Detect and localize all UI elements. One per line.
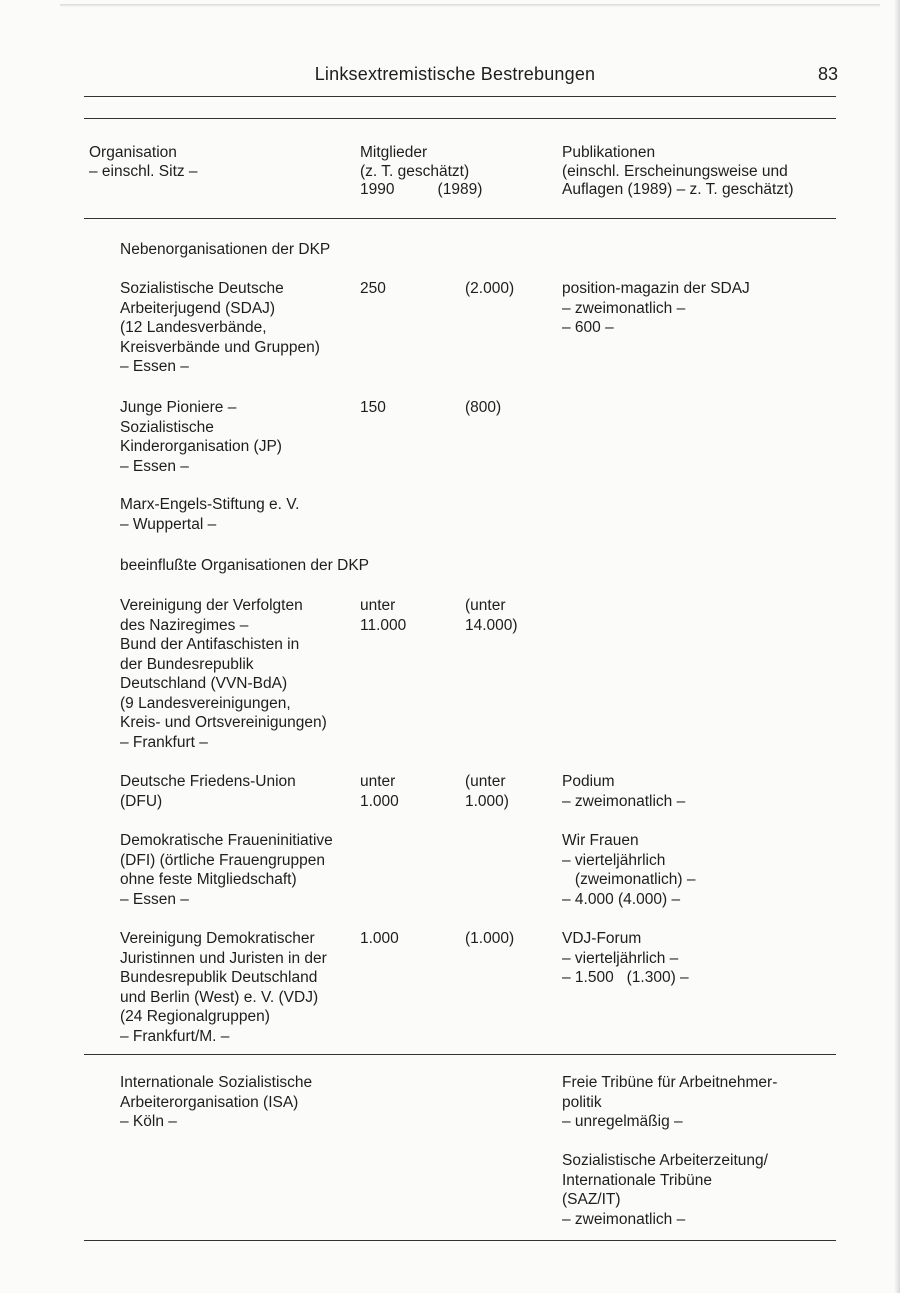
table-row-members-1989: (2.000) (465, 280, 515, 297)
running-title: Linksextremistische Bestrebungen (314, 64, 596, 84)
table-top-rule (84, 118, 836, 119)
table-row-members-1990: 150 (360, 399, 386, 416)
scan-edge-right (894, 0, 900, 1293)
table-row-members-1990: 1.000 (360, 930, 399, 947)
table-row-members-1989: (unter 14.000) (465, 597, 518, 634)
table-row-members-1989: (1.000) (465, 930, 515, 947)
table-row-members-1990: unter 1.000 (360, 773, 399, 810)
table-row-organisation: Deutsche Friedens-Union (DFU) (120, 773, 296, 810)
table-bottom-rule (84, 1240, 836, 1241)
table-row-organisation: Demokratische Fraueninitiative (DFI) (örtliche Frauengruppen ohne feste Mitgliedschaft) – Essen – (120, 832, 333, 908)
scan-edge-top (60, 4, 880, 7)
table-row-organisation: Sozialistische Deutsche Arbeiterjugend (SDAJ) (12 Landesverbände, Kreisverbände und Gruppen) – Essen – (120, 280, 320, 375)
table-row-publication: position-magazin der SDAJ – zweimonatlich – – 600 – (562, 280, 750, 336)
table-row-publication: Wir Frauen – vierteljährlich (zweimonatlich) – – 4.000 (4.000) – (562, 832, 696, 908)
table-row-organisation: Marx-Engels-Stiftung e. V. – Wuppertal – (120, 496, 300, 533)
column-header-members: Mitglieder (z. T. geschätzt) 1990 (1989) (360, 144, 483, 198)
table-row-publication: Freie Tribüne für Arbeitnehmer- politik – unregelmäßig – (562, 1074, 778, 1130)
column-header-rule (84, 218, 836, 219)
table-row-members-1989: (unter 1.000) (465, 773, 509, 810)
group-heading-influenced-organisations: beeinflußte Organisationen der DKP (120, 557, 370, 574)
group-heading-side-organisations: Nebenorganisationen der DKP (120, 241, 331, 258)
table-row-members-1989: (800) (465, 399, 502, 416)
table-row-members-1990: 250 (360, 280, 386, 297)
table-row-publication: Sozialistische Arbeiterzeitung/ Internationale Tribüne (SAZ/IT) – zweimonatlich – (562, 1152, 768, 1228)
header-rule (84, 96, 836, 97)
table-row-organisation: Vereinigung Demokratischer Juristinnen und Juristen in der Bundesrepublik Deutschland und Berlin (West) e. V. (VDJ) (24 Regionalgruppen) – Frankfurt/M. – (120, 930, 327, 1045)
column-header-publications: Publikationen (einschl. Erscheinungsweise und Auflagen (1989) – z. T. geschätzt) (562, 144, 794, 198)
table-row-publication: Podium – zweimonatlich – (562, 773, 686, 810)
table-row-organisation: Internationale Sozialistische Arbeiterorganisation (ISA) – Köln – (120, 1074, 313, 1130)
section-rule (84, 1054, 836, 1055)
table-row-publication: VDJ-Forum – vierteljährlich – – 1.500 (1.300) – (562, 930, 689, 986)
table-row-organisation: Vereinigung der Verfolgten des Naziregimes – Bund der Antifaschisten in der Bundesrepublik Deutschland (VVN-BdA) (9 Landesvereinigungen, Kreis- und Ortsvereinigungen) – Frankfurt – (120, 597, 327, 751)
table-row-organisation: Junge Pioniere – Sozialistische Kinderorganisation (JP) – Essen – (120, 399, 282, 475)
table-row-members-1990: unter 11.000 (360, 597, 407, 634)
page-number: 83 (817, 64, 838, 84)
column-header-organisation: Organisation – einschl. Sitz – (89, 144, 198, 180)
